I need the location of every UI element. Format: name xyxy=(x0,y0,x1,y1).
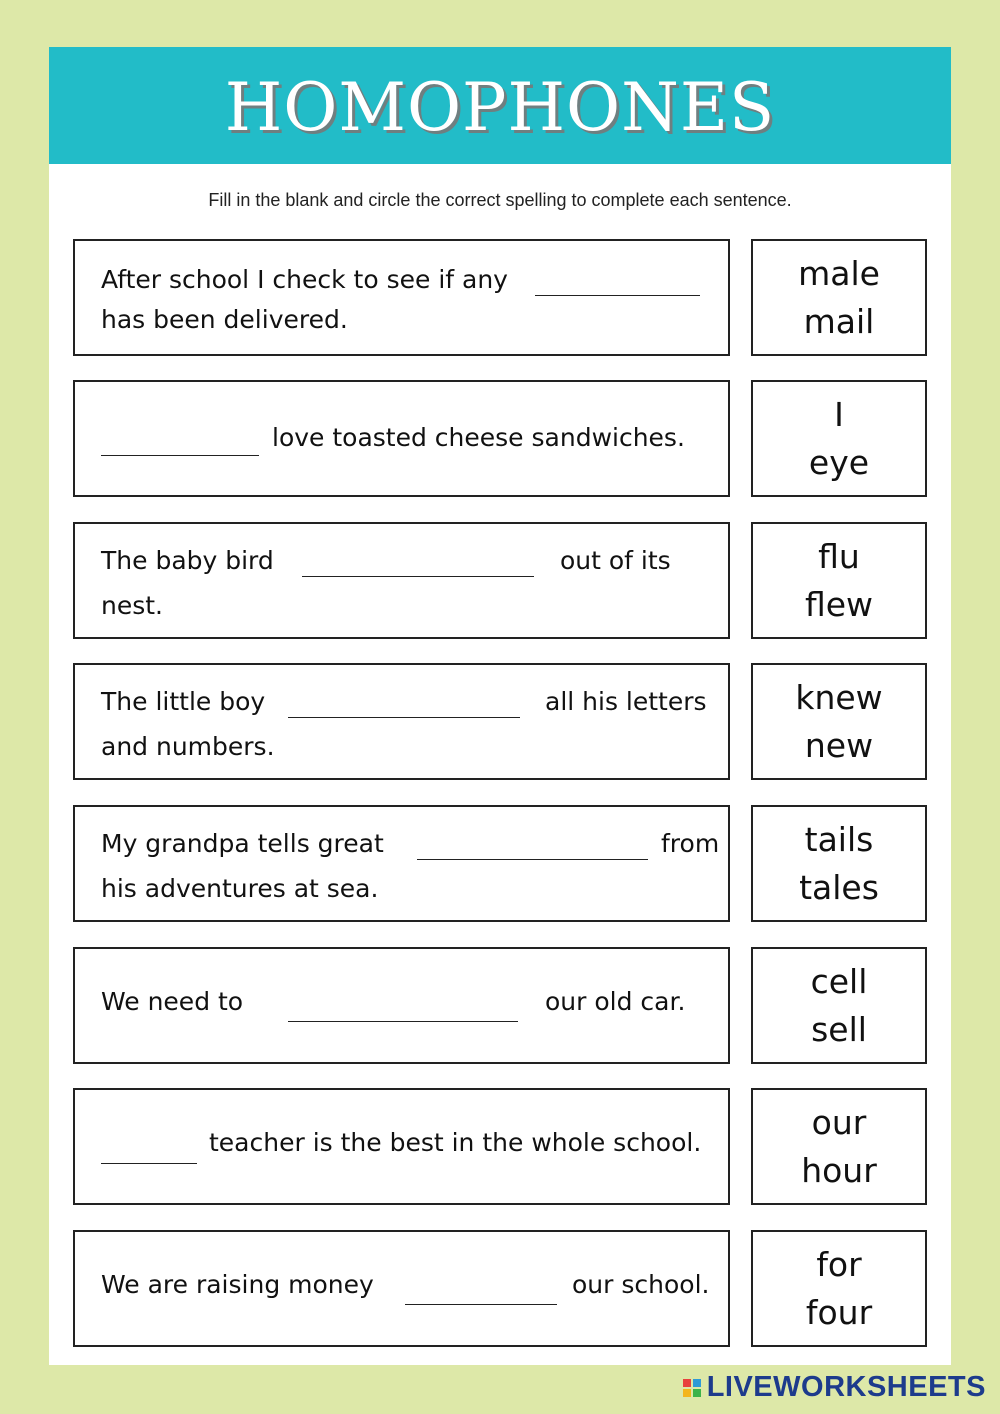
sentence-text: teacher is the best in the whole school. xyxy=(209,1128,702,1157)
word-choice[interactable]: tails xyxy=(804,819,874,859)
sentence-text: from xyxy=(661,829,720,858)
word-choices xyxy=(751,805,927,922)
brand-name: LIVEWORKSHEETS xyxy=(706,1371,986,1403)
word-choice[interactable]: hour xyxy=(801,1150,877,1190)
sentence-text: After school I check to see if any xyxy=(101,265,508,294)
word-choice[interactable]: I xyxy=(834,394,844,434)
word-choice[interactable]: four xyxy=(805,1292,873,1332)
word-choices xyxy=(751,663,927,780)
answer-blank[interactable] xyxy=(101,1163,197,1164)
sentence-text: out of its xyxy=(560,546,671,575)
sentence-box xyxy=(73,1230,730,1347)
sentence-text: his adventures at sea. xyxy=(101,874,379,903)
word-choices xyxy=(751,239,927,356)
word-choice[interactable]: new xyxy=(804,725,874,765)
sentence-text: nest. xyxy=(101,591,163,620)
word-choice[interactable]: our xyxy=(811,1102,867,1142)
word-choices xyxy=(751,380,927,497)
sentence-text: all his letters xyxy=(545,687,707,716)
sentence-box xyxy=(73,522,730,639)
word-choice[interactable]: sell xyxy=(811,1009,867,1049)
word-choices xyxy=(751,1230,927,1347)
page-title: HOMOPHONES xyxy=(224,69,776,146)
answer-blank[interactable] xyxy=(101,455,259,456)
sentence-text: and numbers. xyxy=(101,732,275,761)
word-choice[interactable]: eye xyxy=(808,442,870,482)
sentence-text: We are raising money xyxy=(101,1270,374,1299)
word-choice[interactable]: knew xyxy=(795,677,883,717)
answer-blank[interactable] xyxy=(302,576,534,577)
question-row-6 xyxy=(73,947,927,1064)
word-choice[interactable]: male xyxy=(798,253,880,293)
sentence-text: The little boy xyxy=(101,687,266,716)
sentence-text: The baby bird xyxy=(101,546,274,575)
sentence-text: We need to xyxy=(101,987,244,1016)
liveworksheets-logo-icon xyxy=(683,1379,701,1397)
question-row-7 xyxy=(73,1088,927,1205)
word-choices xyxy=(751,947,927,1064)
question-row-8 xyxy=(73,1230,927,1347)
liveworksheets-logo xyxy=(683,1371,986,1404)
word-choice[interactable]: tales xyxy=(799,867,879,907)
word-choices xyxy=(751,1088,927,1205)
sentence-text: has been delivered. xyxy=(101,305,348,334)
answer-blank[interactable] xyxy=(535,295,700,296)
word-choice[interactable]: for xyxy=(816,1244,862,1284)
sentence-box xyxy=(73,1088,730,1205)
instructions: Fill in the blank and circle the correct spelling to complete each sentence. xyxy=(208,190,792,210)
question-row-5 xyxy=(73,805,927,922)
sentence-text: love toasted cheese sandwiches. xyxy=(272,423,685,452)
sentence-box xyxy=(73,947,730,1064)
question-row-3 xyxy=(73,522,927,639)
answer-blank[interactable] xyxy=(288,1021,518,1022)
sentence-box xyxy=(73,805,730,922)
sentence-text: our school. xyxy=(572,1270,710,1299)
question-row-1 xyxy=(73,239,927,356)
sentence-box xyxy=(73,663,730,780)
word-choices xyxy=(751,522,927,639)
question-row-4 xyxy=(73,663,927,780)
sentence-text: our old car. xyxy=(545,987,686,1016)
worksheet-page xyxy=(49,47,951,1365)
word-choice[interactable]: flew xyxy=(804,584,874,624)
title-banner xyxy=(49,47,951,164)
sentence-box xyxy=(73,239,730,356)
word-choice[interactable]: cell xyxy=(810,961,868,1001)
word-choice[interactable]: mail xyxy=(803,301,875,341)
word-choice[interactable]: flu xyxy=(818,536,860,576)
question-row-2 xyxy=(73,380,927,497)
answer-blank[interactable] xyxy=(405,1304,557,1305)
answer-blank[interactable] xyxy=(417,859,648,860)
sentence-text: My grandpa tells great xyxy=(101,829,384,858)
answer-blank[interactable] xyxy=(288,717,520,718)
sentence-box xyxy=(73,380,730,497)
